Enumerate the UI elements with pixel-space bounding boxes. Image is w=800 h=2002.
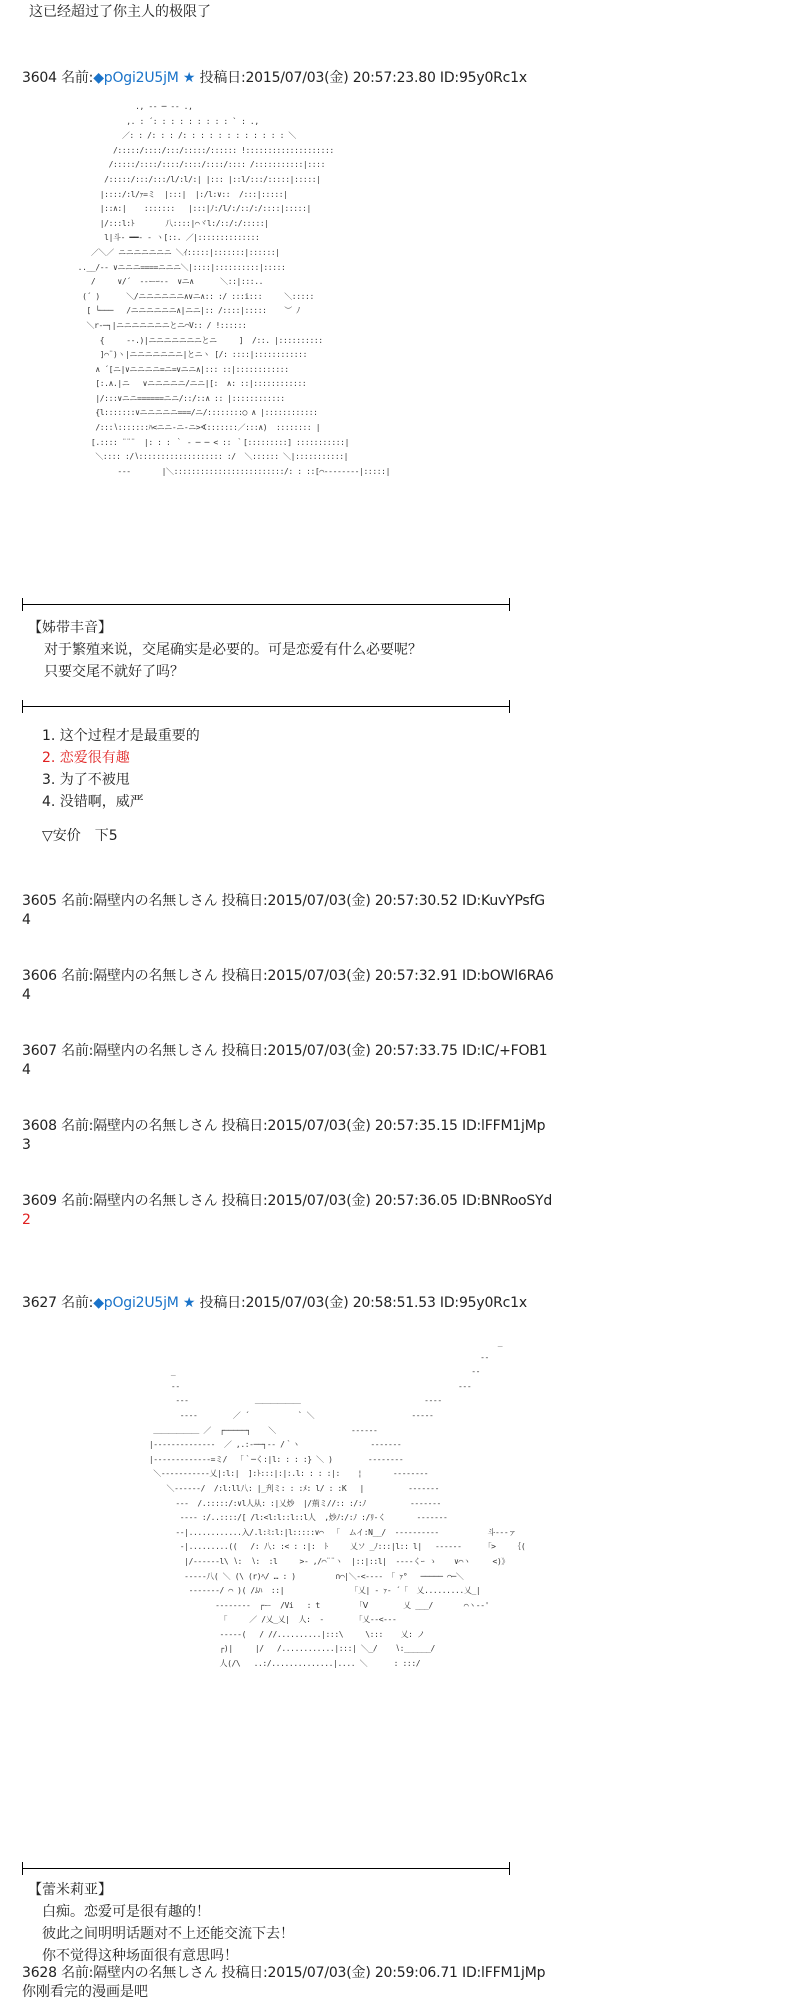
post-header-pre: 3627 名前: (22, 1295, 94, 1311)
dialog-line: 白痴。恋爱可是很有趣的！ (42, 1904, 210, 1920)
choice-item-3: 3. 为了不被甩 (42, 772, 130, 788)
dialog-box-2 (28, 1879, 294, 1967)
speaker-name: 【姊带丰音】 (28, 620, 112, 636)
dialog-line: 你不觉得这种场面很有意思吗！ (42, 1948, 238, 1964)
ascii-art-character-1: ., -‐ ─ ‐- ., ,. : ´: : : : : : : : : ` : ., ／: : /: : : /: : : : : : : : : : : : ＼ /:::::/::::/:::/:::::/:::::: !:::::::::::::::::::: /:::::/::::/::::/::::/::::/:::: /:::::::::::|:::: /:::::/:::/:::/l/:l/:| |::: |::l/:::/:::::|:::::| |::::/:l/ｧ=ミ |:::| |:/l:∨:: /:::|:::::| |::∧:| ::::::: |:::|ﾉ:/l/:/::/:/::::|:::::| |/:::l:ﾄ 八::::|⌒ヾl:/::/:/:::::| l|斗‐ ━━‐ ‐ ヽ[::. ／|:::::::::::::: ／＼／ ニニニニニニニ ＼ｲ:::::|:::::::|::::::| ..__/‐- ∨ニニニ====ニニニ＼|::::|::::::::::|::::: / ∨/´ -‐ーｰ‐- ∨ニ∧ ＼::|:::.. (´ ) ＼/ニニニニニニ∧∨ニ∧:: :/ :::i::: ＼::::: [ └─── /ニニニニニニ∧|ニニ|:: /::::|::::: ︶ ﾉ ＼r‐─┐|ニニニニニニニとニ⌒V:: / !:::::: { ‐-.)|ニニニニニニニとニ ] /::. |:::::::::: ]⌒¨)ヽ|ニニニニニニニ|とニヽ [/: ::::|:::::::::::: ∧ ´[ニ|∨ニニニニ=ニ=∨ニニ∧|::: ::|:::::::::::: [:.∧.|ニ ∨ニニニニニ/ニニ|[: ∧: ::|:::::::::::: |/:::∨ニニ======ニニ/::/::∧ :: |:::::::::::: {l:::::::∨ニニニニニ===/ニ/::::::::◯ ∧ |:::::::::::: /:::∖:::::::ﾊ<ニニ-ニ-ニ>∢:::::::／:::∧) :::::::: | [.:::: ¨¨¨ |: : : ｀ ‐ ─ ─ < :: ｀[:::::::::] :::::::::::| ＼:::: :/∖::::::::::::::::::: :/ ＼:::::: ＼|:::::::::::| ‐‐‐ |＼:::::::::::::::::::::::::/: : ::[⌒‐‐‐‐‐‐‐‐|:::::| (77, 102, 390, 476)
post-body: 4 (22, 1062, 31, 1078)
post-header-3604 (22, 67, 527, 87)
reply-post (22, 890, 545, 930)
divider-rule (22, 706, 510, 707)
dialog-line: 只要交尾不就好了吗？ (44, 664, 184, 680)
dialog-line: 对于繁殖来说，交尾确实是必要的。可是恋爱有什么必要呢？ (44, 642, 422, 658)
post-body: 4 (22, 987, 31, 1003)
post-header: 3628 名前:隔壁内の名無しさん 投稿日:2015/07/03(金) 20:59:06.71 ID:lFFM1jMp (22, 1965, 546, 1981)
divider-rule (22, 604, 510, 605)
post-header: 3606 名前:隔壁内の名無しさん 投稿日:2015/07/03(金) 20:57:32.91 ID:bOWl6RA6 (22, 968, 554, 984)
dialog-line: 彼此之间明明话题对不上还能交流下去！ (42, 1926, 294, 1942)
post-header-pre: 3604 名前: (22, 70, 94, 86)
post-header: 3609 名前:隔壁内の名無しさん 投稿日:2015/07/03(金) 20:57:36.05 ID:BNRooSYd (22, 1193, 553, 1209)
post-header: 3605 名前:隔壁内の名無しさん 投稿日:2015/07/03(金) 20:57:30.52 ID:KuvYPsfG (22, 893, 545, 909)
vote-note: ▽安价 下5 (42, 828, 118, 844)
post-header-post: 投稿日:2015/07/03(金) 20:57:23.80 ID:95y0Rc1x (195, 70, 527, 86)
speaker-name: 【蕾米莉亚】 (28, 1882, 112, 1898)
post-body: 4 (22, 912, 31, 928)
dialog-box-1 (28, 617, 422, 683)
ascii-art-character-2: _ ‐‐ _ ‐‐ ‐‐ ‐‐‐ ‐‐‐ ＿＿＿＿＿＿ ‐‐‐‐ ‐‐‐‐ ／ ´ ` ＼ ‐‐‐‐‐ ＿＿＿＿＿＿ ／ ┌─────┐ ＼ ‐‐‐‐‐‐ |‐‐‐‐‐‐‐‐‐‐‐‐‐‐ ／ ,.:-──┐‐‐ /｀ヽ ‐‐‐‐‐‐‐ |‐‐‐‐‐‐‐‐‐‐‐‐-=ミ/ 「｀─く:|l: : : :} ＼ ) ‐‐‐‐‐‐‐‐ ＼‐‐‐‐‐‐‐‐‐‐‐乂|:l:| ]:ﾄ:::|:|:.l: : : :|: ¦ ‐‐‐‐‐‐‐‐ ＼‐‐‐‐‐‐/ /:l:ll八: |_刋ミ: : :ﾒ: l/ : :K | ‐‐‐‐‐‐‐ ‐‐‐ /.:::::/:∨l人从: :|乂炒 |/荊ミ//:: :/:ﾉ ‐‐‐‐‐‐‐ ‐‐‐‐ :/..::::/[ /l:<l:l::l::l人 ,炒ﾉ:/:ﾉ :/ﾘ‐く ‐‐‐‐‐‐‐ ‐‐|............入/.l:ﾐ:l:|l:::::∨⌒ 「 ムイ:N__/ ‐‐‐‐‐‐‐‐‐‐ 斗‐‐‐ァ ‐|.........(( /: 八: :< : :|: ﾄ 乂ソ _ﾉ:::|l:: l| ‐‐‐‐‐‐ 「> ｛( |/‐‐‐‐‐‐l\ ∖: ∖: :l >‐ ,/⌒¨¨ヽ |::|::l| ‐‐‐‐くｰ ゝ ∨⌒ヽ <)》 ‐‐‐‐‐八( ＼ (\ (r)ﾍ/ … : ) ∩⌒|＼‐<‐‐‐‐ 「 ｧ° ───── ⌒─＼ ‐‐‐‐‐‐‐/ ⌒ )( /ﾑﾊ ::| 「乂| ‐ ｧ‐ ´「 乂.........乂_| ‐‐‐‐‐‐‐‐ ┌ー /Vi : t 「Ⅴ 乂 ___/ ⌒ヽ‐-' 「 ／ /乂_乂| 人: ‐ 「乂‐‐<‐‐‐ ‐‐‐‐‐( / //..........|:::\ \::: 乂: ノ ┌)| |/ /............|:::| ＼_/ ∖:______/ 人(/\ ..:/..............|.... ＼ : :::/ (148, 1338, 526, 1669)
choice-item-4: 4. 没错啊，威严 (42, 794, 144, 810)
post-body: 2 (22, 1212, 31, 1228)
reply-post (22, 1040, 547, 1080)
top-line: 这已经超过了你主人的极限了 (29, 4, 211, 20)
choice-list (42, 725, 200, 847)
choice-item-2: 2. 恋爱很有趣 (42, 750, 130, 766)
choice-item-1: 1. 这个过程才是最重要的 (42, 728, 200, 744)
post-header: 3607 名前:隔壁内の名無しさん 投稿日:2015/07/03(金) 20:57:33.75 ID:IC/+FOB1 (22, 1043, 548, 1059)
tripcode: ◆pOgi2U5jM ★ (93, 70, 196, 86)
reply-post (22, 1190, 552, 1230)
reply-post (22, 1962, 545, 2002)
reply-post (22, 1115, 545, 1155)
post-body: 3 (22, 1137, 31, 1153)
post-header: 3608 名前:隔壁内の名無しさん 投稿日:2015/07/03(金) 20:57:35.15 ID:lFFM1jMp (22, 1118, 546, 1134)
post-body: 你刚看完的漫画是吧 (22, 1984, 148, 2000)
reply-post (22, 965, 554, 1005)
post-header-3627 (22, 1292, 527, 1312)
tripcode: ◆pOgi2U5jM ★ (93, 1295, 196, 1311)
post-header-post: 投稿日:2015/07/03(金) 20:58:51.53 ID:95y0Rc1x (195, 1295, 527, 1311)
divider-rule (22, 1868, 510, 1869)
